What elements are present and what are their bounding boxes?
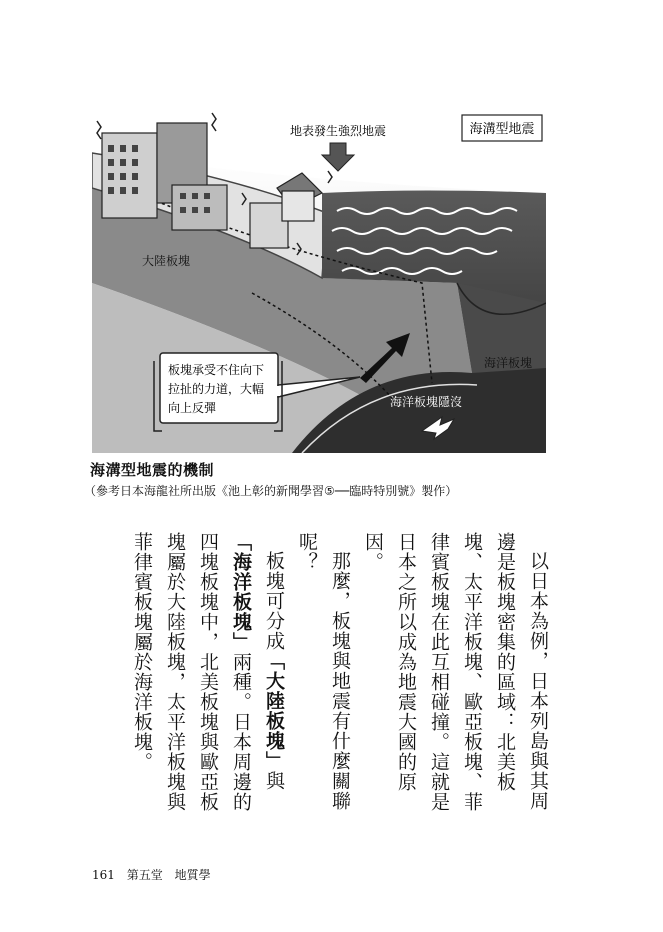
keyword-oceanic-plate: 「海洋板塊」 [230, 532, 252, 652]
chapter-label: 第五堂 [126, 868, 163, 882]
continental-plate-label: 大陸板塊 [142, 254, 191, 268]
figure-caption-title: 海溝型地震的機制 [90, 461, 215, 479]
paragraph-1: 以日本為例，日本列島與其周邊是板塊密集的區域：北美板塊、太平洋板塊、歐亞板塊、菲律賓板塊在此互相碰撞。這就是日本之所以成為地震大國的原因。 [362, 532, 549, 812]
callout-line-2: 拉扯的力道，大幅 [168, 382, 265, 396]
body-text-vertical [92, 532, 554, 814]
figure-caption-source: （參考日本海龍社所出版《池上彰的新聞學習⑤──臨時特別號》製作） [84, 484, 458, 498]
paragraph-3-part-a: 板塊可分成 [263, 551, 285, 651]
paragraph-3-part-b: 與 [263, 771, 285, 791]
surface-quake-label: 地表發生強烈地震 [289, 124, 387, 138]
paragraph-3 [125, 532, 290, 814]
subduction-label: 海洋板塊隱沒 [390, 395, 463, 409]
keyword-continental-plate: 「大陸板塊」 [263, 651, 285, 771]
trench-diagram-svg [92, 93, 546, 453]
section-label: 地質學 [174, 868, 211, 882]
title-box-label: 海溝型地震 [469, 122, 535, 137]
page-number: 161 [92, 868, 115, 882]
callout-line-1: 板塊承受不住向下 [168, 363, 265, 377]
paragraph-3-part-c: 兩種。日本周邊的四塊板塊中，北美板塊與歐亞板塊屬於大陸板塊，太平洋板塊與菲律賓板塊屬於海洋板塊。 [131, 532, 252, 812]
callout-line-3: 向上反彈 [168, 401, 217, 415]
oceanic-plate-label: 海洋板塊 [484, 356, 533, 370]
trench-earthquake-illustration [92, 93, 546, 453]
paragraph-2: 那麼，板塊與地震有什麼關聯呢？ [296, 532, 351, 811]
page-footer [92, 866, 219, 883]
